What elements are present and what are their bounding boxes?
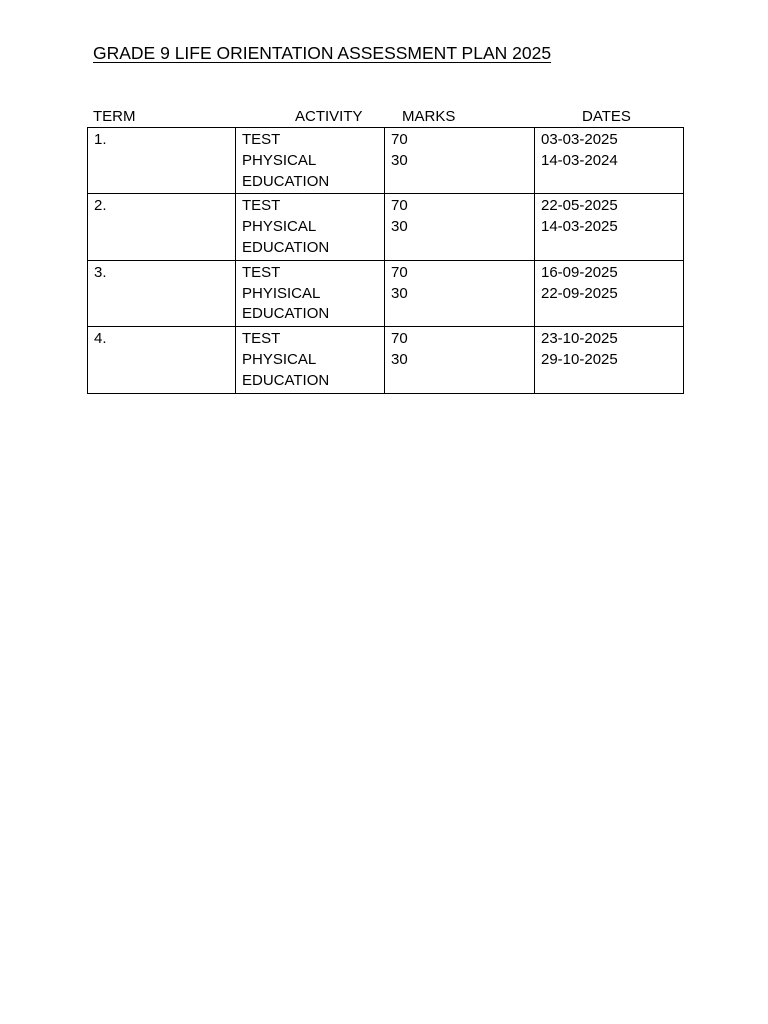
dates-cell — [535, 194, 684, 260]
date-value: 14-03-2024 — [541, 151, 618, 169]
marks-cell — [385, 194, 535, 260]
marks-cell — [385, 327, 535, 393]
activity-line: PHYSICAL — [242, 218, 317, 236]
date-value: 29-10-2025 — [541, 350, 618, 368]
marks-value: 30 — [391, 218, 408, 236]
term-number: 4. — [94, 330, 107, 348]
table-row — [88, 327, 684, 393]
activity-cell — [236, 327, 385, 393]
date-value: 22-05-2025 — [541, 197, 618, 215]
table-row — [88, 194, 684, 260]
marks-value: 70 — [391, 131, 408, 148]
activity-line: PHYSICAL — [242, 350, 317, 368]
date-value: 22-09-2025 — [541, 284, 618, 302]
marks-cell — [385, 128, 535, 194]
activity-line: EDUCATION — [242, 172, 330, 190]
marks-value: 70 — [391, 263, 408, 281]
activity-line: TEST — [242, 330, 281, 348]
activity-cell — [236, 194, 385, 260]
date-value: 14-03-2025 — [541, 218, 618, 236]
table-row — [88, 260, 684, 326]
term-cell — [88, 327, 236, 393]
date-value: 03-03-2025 — [541, 131, 618, 148]
document-title: GRADE 9 LIFE ORIENTATION ASSESSMENT PLAN 2025 — [93, 43, 552, 63]
table-row — [88, 128, 684, 194]
marks-value: 30 — [391, 350, 408, 368]
header-marks: MARKS — [402, 108, 456, 125]
marks-cell — [385, 260, 535, 326]
activity-line: EDUCATION — [242, 371, 330, 389]
date-value: 16-09-2025 — [541, 263, 618, 281]
marks-value: 30 — [391, 284, 408, 302]
activity-line: TEST — [242, 197, 281, 215]
term-number: 2. — [94, 197, 107, 215]
activity-line: EDUCATION — [242, 305, 330, 323]
activity-cell — [236, 260, 385, 326]
header-dates: DATES — [582, 108, 631, 125]
header-activity: ACTIVITY — [295, 108, 363, 125]
term-cell — [88, 194, 236, 260]
activity-line: TEST — [242, 131, 281, 148]
dates-cell — [535, 260, 684, 326]
activity-cell — [236, 128, 385, 194]
dates-cell — [535, 128, 684, 194]
term-number: 1. — [94, 131, 107, 148]
marks-value: 70 — [391, 197, 408, 215]
assessment-table — [87, 127, 684, 394]
term-number: 3. — [94, 263, 107, 281]
table-header-row — [87, 108, 683, 128]
marks-value: 70 — [391, 330, 408, 348]
header-term: TERM — [93, 108, 136, 125]
marks-value: 30 — [391, 151, 408, 169]
dates-cell — [535, 327, 684, 393]
term-cell — [88, 260, 236, 326]
activity-line: EDUCATION — [242, 238, 330, 256]
term-cell — [88, 128, 236, 194]
activity-line: PHYSICAL — [242, 151, 317, 169]
activity-line: TEST — [242, 263, 281, 281]
date-value: 23-10-2025 — [541, 330, 618, 348]
activity-line: PHYISICAL — [242, 284, 321, 302]
